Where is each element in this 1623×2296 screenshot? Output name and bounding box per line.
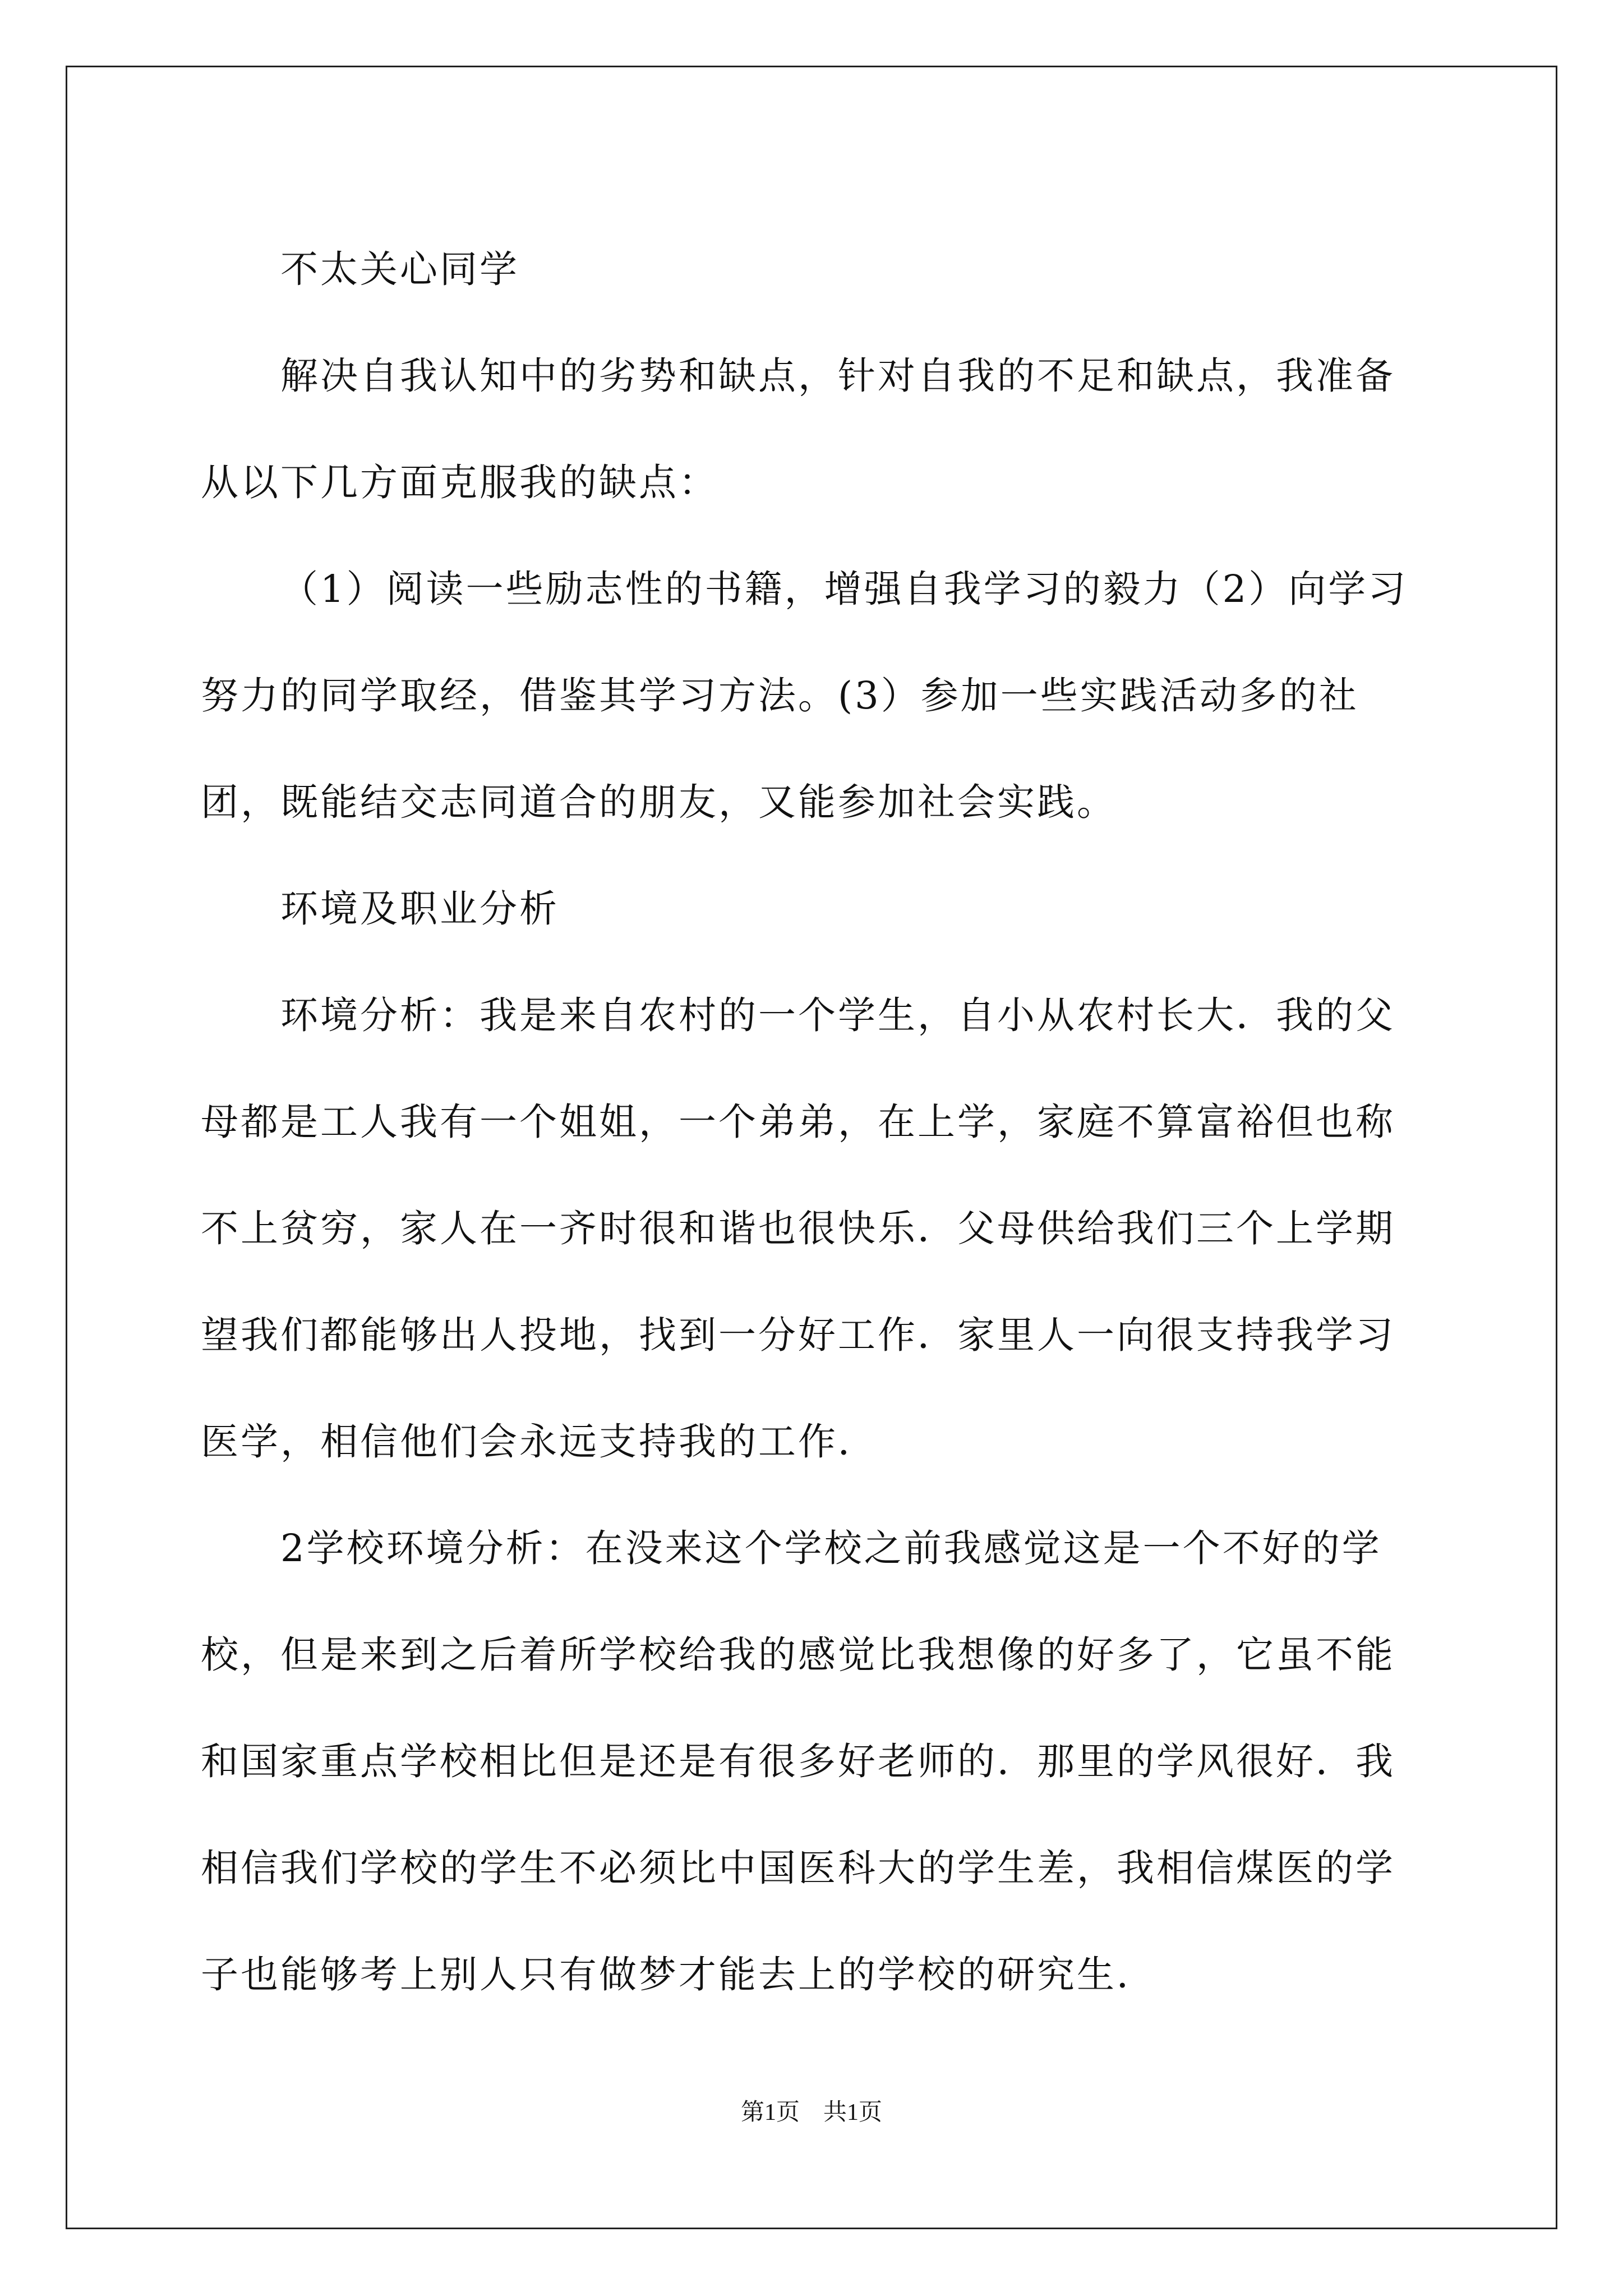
paragraph-2: 解决自我认知中的劣势和缺点，针对自我的不足和缺点，我准备从以下几方面克服我的缺点： — [201, 354, 1395, 504]
document-body — [201, 216, 1435, 2028]
paragraph-6: 2学校环境分析：在没来这个学校之前我感觉这是一个不好的学校，但是来到之后着所学校给我的感觉比我想像的好多了，它虽不能和国家重点学校相比但是还是有很多好老师的．那里的学风很好．我相信我们学校的学生不必须比中国医科大的学生差，我相信煤医的学子也能够考上别人只有做梦才能去上的学校的研究生． — [201, 1526, 1395, 1996]
paragraph-5: 环境分析：我是来自农村的一个学生，自小从农村长大．我的父母都是工人我有一个姐姐，一个弟弟，在上学，家庭不算富裕但也称不上贫穷，家人在一齐时很和谐也很快乐．父母供给我们三个上学期望我们都能够出人投地，找到一分好工作．家里人一向很支持我学习医学，相信他们会永远支持我的工作． — [201, 993, 1395, 1464]
paragraph-1: 不太关心同学 — [280, 247, 519, 291]
paragraph-4: 环境及职业分析 — [280, 887, 559, 931]
page-footer: 第1页 共1页 — [740, 2100, 882, 2125]
paragraph-3: （1）阅读一些励志性的书籍，增强自我学习的毅力（2）向学习努力的同学取经，借鉴其学习方法。(3）参加一些实践活动多的社团，既能结交志同道合的朋友，又能参加社会实践。 — [201, 567, 1408, 824]
